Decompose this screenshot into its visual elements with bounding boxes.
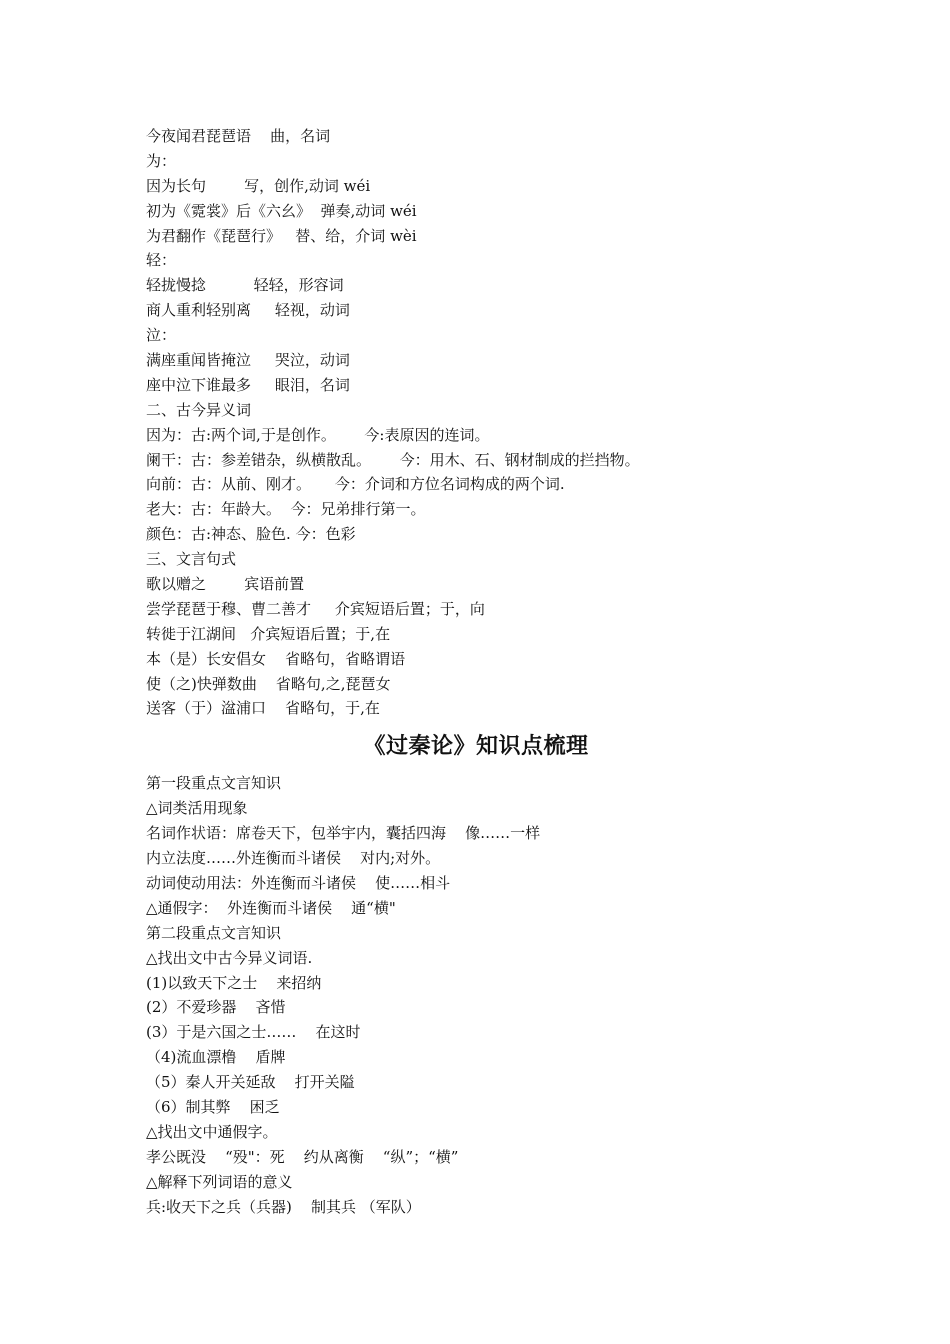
text-line: 第一段重点文言知识: [146, 774, 282, 793]
text-line: 向前：古：从前、刚才。 今：介词和方位名词构成的两个词.: [146, 475, 565, 494]
section-title: 《过秦论》知识点梳理: [363, 733, 589, 760]
text-line: (1)以致天下之士 来招纳: [146, 973, 322, 992]
text-line: 孝公既没 “殁"：死 约从离衡 “纵”；“横”: [146, 1147, 459, 1166]
text-line: （5）秦人开关延敌 打开关隘: [146, 1073, 355, 1092]
text-line: （4)流血漂橹 盾牌: [146, 1048, 286, 1067]
text-line: △找出文中通假字。: [146, 1122, 278, 1141]
text-line: 兵:收天下之兵（兵器) 制其兵 （军队）: [146, 1197, 421, 1216]
text-line: 因为：古:两个词,于是创作。 今:表原因的连词。: [146, 425, 490, 444]
text-line: 商人重利轻别离 轻视，动词: [146, 301, 350, 320]
document-content: [146, 124, 846, 1219]
text-line: (2）不爱珍器 吝惜: [146, 998, 286, 1017]
text-line: 名词作状语：席卷天下，包举宇内，囊括四海 像……一样: [146, 824, 541, 843]
text-line: 转徙于江湖间 介宾短语后置；于,在: [146, 624, 391, 643]
text-line: 内立法度……外连衡而斗诸侯 对内;对外。: [146, 849, 441, 868]
text-line: 初为《霓裳》后《六幺》 弹奏,动词 wéi: [146, 201, 417, 220]
text-line: 三、文言句式: [146, 550, 237, 569]
text-line: 老大：古：年龄大。 今：兄弟排行第一。: [146, 500, 426, 519]
text-line: 歌以赠之 宾语前置: [146, 575, 305, 594]
text-line: 阑干：古：参差错杂，纵横散乱。 今：用木、石、钢材制成的拦挡物。: [146, 450, 640, 469]
text-line: 轻拢慢捻 轻轻，形容词: [146, 276, 344, 295]
text-line: △解释下列词语的意义: [146, 1172, 293, 1191]
text-line: 因为长句 写，创作,动词 wéi: [146, 176, 371, 195]
text-line: （6）制其弊 困乏: [146, 1097, 280, 1116]
text-line: 二、古今异义词: [146, 400, 252, 419]
text-line: △词类活用现象: [146, 799, 248, 818]
text-line: 使（之)快弹数曲 省略句,之,琵琶女: [146, 674, 391, 693]
text-line: 送客（于）湓浦口 省略句，于,在: [146, 699, 380, 718]
part1-notes: [146, 124, 846, 721]
text-line: 第二段重点文言知识: [146, 923, 282, 942]
text-line: 为君翻作《琵琶行》 替、给，介词 wèi: [146, 226, 417, 245]
text-line: 轻：: [146, 251, 177, 270]
text-line: △通假字： 外连衡而斗诸侯 通“横": [146, 898, 396, 917]
part2-notes: [146, 771, 846, 1219]
text-line: 为：: [146, 151, 177, 170]
text-line: 座中泣下谁最多 眼泪，名词: [146, 375, 350, 394]
text-line: 泣：: [146, 326, 177, 345]
text-line: (3）于是六国之士…… 在这时: [146, 1023, 361, 1042]
text-line: 动词使动用法：外连衡而斗诸侯 使……相斗: [146, 873, 451, 892]
text-line: 尝学琵琶于穆、曹二善才 介宾短语后置；于，向: [146, 599, 485, 618]
text-line: 满座重闻皆掩泣 哭泣，动词: [146, 351, 350, 370]
text-line: 今夜闻君琵琶语 曲，名词: [146, 127, 331, 145]
text-line: △找出文中古今异义词语.: [146, 948, 313, 967]
text-line: 本（是）长安倡女 省略句，省略谓语: [146, 649, 406, 668]
text-line: 颜色：古:神态、脸色. 今：色彩: [146, 525, 356, 544]
